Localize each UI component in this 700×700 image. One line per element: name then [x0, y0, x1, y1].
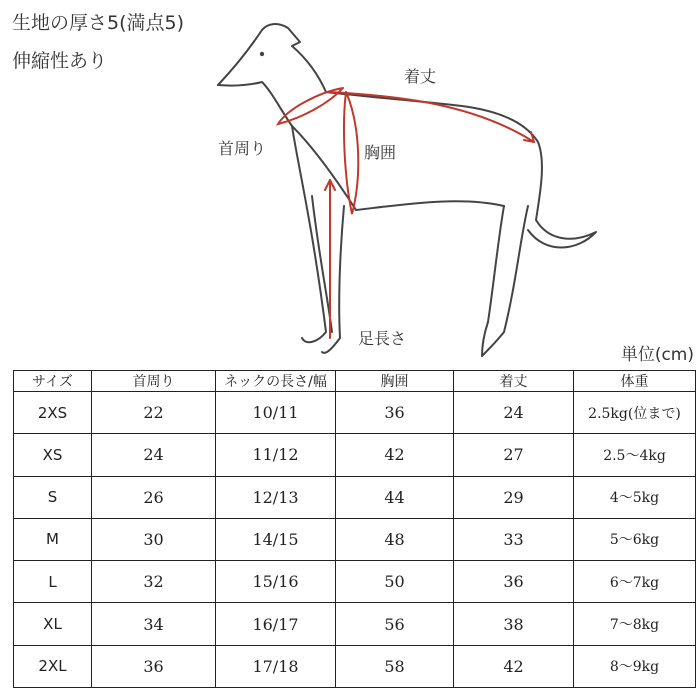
cell-neck: 36	[92, 645, 216, 687]
cell-neck-length-width: 16/17	[216, 603, 336, 645]
cell-chest: 44	[336, 476, 454, 518]
table-row	[14, 392, 696, 434]
table-row	[14, 645, 696, 687]
neck-label: 首周り	[218, 139, 267, 158]
length-label: 着丈	[404, 67, 437, 86]
cell-length: 29	[454, 476, 574, 518]
cell-neck: 22	[92, 392, 216, 434]
header-chest: 胸囲	[336, 371, 454, 392]
cell-length: 27	[454, 434, 574, 476]
cell-length: 33	[454, 518, 574, 560]
table-header-row	[14, 371, 696, 392]
cell-neck-length-width: 14/15	[216, 518, 336, 560]
fabric-thickness-text: 生地の厚さ5(満点5)	[12, 12, 185, 34]
cell-neck-length-width: 12/13	[216, 476, 336, 518]
cell-weight: 2.5～4kg	[574, 434, 696, 476]
cell-neck: 30	[92, 518, 216, 560]
table-row	[14, 434, 696, 476]
stretch-text: 伸縮性あり	[12, 50, 108, 72]
header-size: サイズ	[14, 371, 92, 392]
cell-size: L	[14, 561, 92, 603]
cell-neck-length-width: 10/11	[216, 392, 336, 434]
cell-size: XS	[14, 434, 92, 476]
cell-size: 2XL	[14, 645, 92, 687]
cell-neck-length-width: 11/12	[216, 434, 336, 476]
cell-neck: 24	[92, 434, 216, 476]
cell-size: M	[14, 518, 92, 560]
cell-neck: 34	[92, 603, 216, 645]
measurement-lines	[278, 88, 534, 338]
cell-weight: 8～9kg	[574, 645, 696, 687]
header-weight: 体重	[574, 371, 696, 392]
table-row	[14, 518, 696, 560]
cell-chest: 42	[336, 434, 454, 476]
cell-chest: 48	[336, 518, 454, 560]
header-length: 着丈	[454, 371, 574, 392]
cell-neck: 26	[92, 476, 216, 518]
table-row	[14, 603, 696, 645]
cell-size: XL	[14, 603, 92, 645]
cell-chest: 56	[336, 603, 454, 645]
header-neck: 首周り	[92, 371, 216, 392]
cell-chest: 58	[336, 645, 454, 687]
cell-chest: 36	[336, 392, 454, 434]
cell-length: 24	[454, 392, 574, 434]
cell-neck-length-width: 15/16	[216, 561, 336, 603]
cell-neck-length-width: 17/18	[216, 645, 336, 687]
cell-size: S	[14, 476, 92, 518]
header-neck-length-width: ネックの長さ/幅	[216, 371, 336, 392]
cell-size: 2XS	[14, 392, 92, 434]
cell-weight: 6～7kg	[574, 561, 696, 603]
size-table	[13, 370, 696, 688]
leg-length-label: 足長さ	[358, 329, 407, 348]
cell-length: 38	[454, 603, 574, 645]
chest-label: 胸囲	[364, 143, 397, 162]
unit-label: 単位(cm)	[620, 345, 694, 365]
cell-length: 36	[454, 561, 574, 603]
table-row	[14, 476, 696, 518]
cell-length: 42	[454, 645, 574, 687]
cell-chest: 50	[336, 561, 454, 603]
cell-weight: 4～5kg	[574, 476, 696, 518]
cell-weight: 5～6kg	[574, 518, 696, 560]
cell-weight: 7～8kg	[574, 603, 696, 645]
cell-weight: 2.5kg(位まで)	[574, 392, 696, 434]
cell-neck: 32	[92, 561, 216, 603]
table-row	[14, 561, 696, 603]
